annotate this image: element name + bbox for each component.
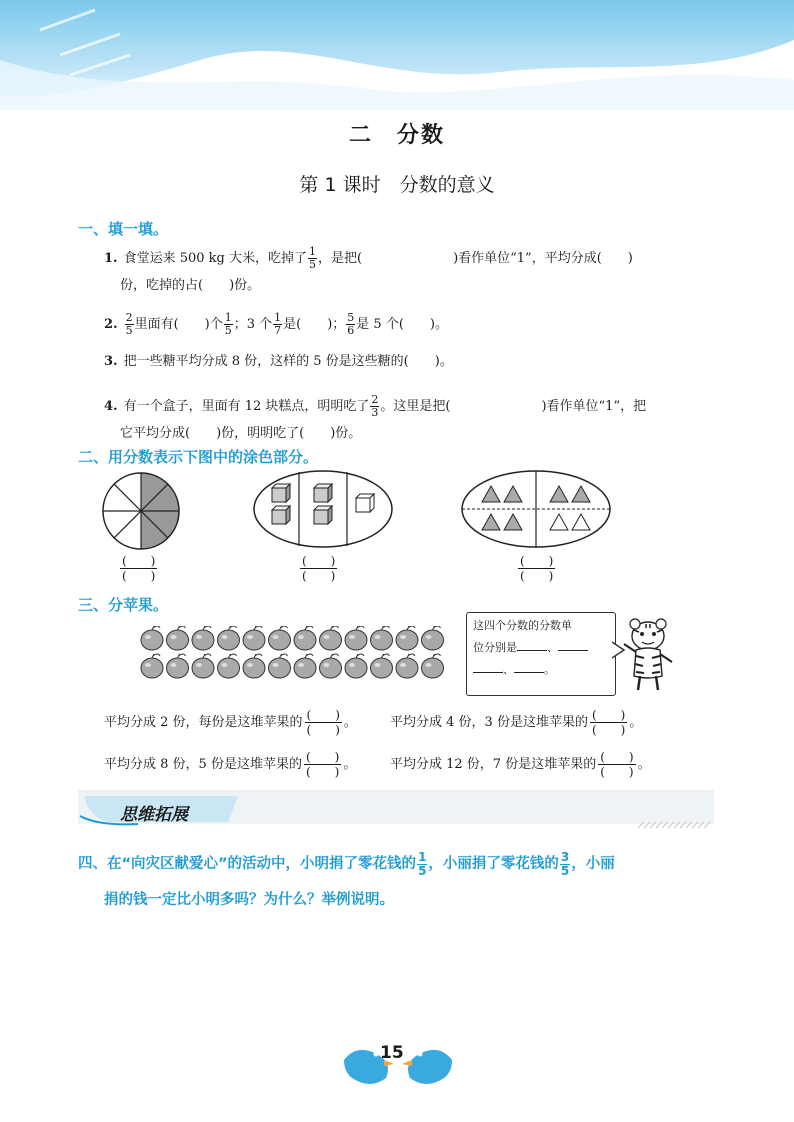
apple-q4-answer[interactable]: $\frac{( )}{( )}$ <box>600 750 634 779</box>
q2-frac3-den: 7 <box>274 324 282 337</box>
apples-figure <box>140 626 450 682</box>
answer-frac-2[interactable] <box>298 554 339 583</box>
section4-question <box>78 846 718 918</box>
q1-text-b: ，是把( )看作单位“1”，平均分成( ) <box>318 251 633 266</box>
apple-icon <box>141 654 163 678</box>
section2-heading: 二、用分数表示下图中的涂色部分。 <box>78 448 319 466</box>
apple-q4-text: 平均分成 12 份，7 份是这堆苹果的 <box>390 757 597 772</box>
apple-q1-answer[interactable]: $\frac{( )}{( )}$ <box>306 708 340 737</box>
apple-q1 <box>104 708 357 737</box>
answer-frac-3[interactable] <box>516 554 557 583</box>
q2-frac4-num: 5 <box>347 311 355 324</box>
section4-frac1 <box>417 851 427 878</box>
apple-icon <box>218 626 240 650</box>
q3-number: 3. <box>104 354 118 369</box>
apple-icon <box>345 626 367 650</box>
q4-frac-den: 3 <box>371 406 379 419</box>
q2-frac4 <box>346 312 355 337</box>
apple-icon <box>167 654 189 678</box>
tiger-mascot-icon <box>620 616 676 692</box>
section4-frac1-num: 1 <box>418 849 427 864</box>
apple-icon <box>141 626 163 650</box>
triangles-oval-figure <box>460 468 612 550</box>
q1-text-a: 食堂运来 500 kg 大米，吃掉了 <box>123 251 307 266</box>
q2-frac3-num: 1 <box>274 311 282 324</box>
section4-frac2 <box>560 851 570 878</box>
apple-icon <box>269 626 291 650</box>
cubes-oval-figure <box>252 468 394 550</box>
blank-bottom: ( ) <box>122 569 156 583</box>
apple-q1-end: 。 <box>343 715 357 730</box>
apple-q4-end: 。 <box>637 757 651 772</box>
apple-q3-answer[interactable]: $\frac{( )}{( )}$ <box>305 750 340 779</box>
apple-icon <box>371 654 393 678</box>
apple-icon <box>396 626 418 650</box>
apple-icon <box>294 654 316 678</box>
apple-icon <box>269 654 291 678</box>
lesson-title: 第 1 课时 分数的意义 <box>299 174 495 196</box>
apple-icon <box>320 626 342 650</box>
apple-icon <box>243 626 265 650</box>
q4-text-b: 。这里是把( )看作单位“1”，把 <box>380 399 647 414</box>
tips-sep: 、 <box>547 641 558 654</box>
q2-text4: 是 5 个( )。 <box>356 317 448 332</box>
q4-text-a: 有一个盒子，里面有 12 块糕点，明明吃了 <box>123 399 370 414</box>
thinking-extension-title: 思维拓展 <box>120 805 188 825</box>
apple-q2 <box>390 708 642 737</box>
q1-line2: 份，吃掉的占( )份。 <box>120 278 261 293</box>
q2-frac1-num: 2 <box>125 311 133 324</box>
q2-frac4-den: 6 <box>347 324 355 337</box>
blank-bottom: ( ) <box>520 569 554 583</box>
section4-text-c: ，小丽 <box>571 856 615 872</box>
apple-icon <box>422 654 444 678</box>
apple-q2-text: 平均分成 4 份，3 份是这堆苹果的 <box>390 715 588 730</box>
apple-icon <box>167 626 189 650</box>
header-wave-decoration <box>0 0 794 110</box>
tips-line3 <box>473 659 609 681</box>
q2-text3: 是( )； <box>283 317 346 332</box>
section1-heading: 一、填一填。 <box>78 220 169 238</box>
apple-icon <box>218 654 240 678</box>
section4-frac2-num: 3 <box>560 849 570 864</box>
apple-icon <box>371 626 393 650</box>
apple-icon <box>294 626 316 650</box>
apple-q4 <box>390 750 651 779</box>
q2-frac2 <box>224 312 233 337</box>
section4-text-b: ，小丽捐了零花钱的 <box>428 856 559 872</box>
q1-number: 1. <box>104 251 118 266</box>
q4-frac-num: 2 <box>371 393 379 406</box>
q4-number: 4. <box>104 399 118 414</box>
apple-q1-text: 平均分成 2 份，每份是这堆苹果的 <box>104 715 303 730</box>
q2-line <box>104 312 448 337</box>
tips-line1: 这四个分数的分数单 <box>473 619 572 632</box>
pie-figure <box>100 470 182 552</box>
tips-line2-label: 位分别是 <box>473 641 517 654</box>
apple-icon <box>320 654 342 678</box>
q2-text2: ；3 个 <box>233 317 273 332</box>
q1-frac-denominator: 5 <box>309 258 316 271</box>
q2-frac3 <box>273 312 282 337</box>
page-number: 15 <box>380 1043 404 1063</box>
section3-heading: 三、分苹果。 <box>78 596 169 614</box>
blank-bottom: ( ) <box>302 569 336 583</box>
q4-fraction <box>370 394 379 419</box>
apple-icon <box>192 654 214 678</box>
section4-text-d: 捐的钱一定比小明多吗？为什么？举例说明。 <box>104 892 394 908</box>
q2-text1: 里面有( )个 <box>134 317 223 332</box>
blank-top: ( ) <box>520 554 554 568</box>
apple-q3 <box>104 750 356 779</box>
q2-frac2-num: 1 <box>224 311 232 324</box>
q1-frac-numerator: 1 <box>309 245 316 258</box>
apple-q2-end: 。 <box>629 715 643 730</box>
blank-top: ( ) <box>122 554 156 568</box>
q4-line2: 它平均分成( )份，明明吃了( )份。 <box>120 426 362 441</box>
tips-line2 <box>473 637 609 659</box>
section4-frac1-den: 5 <box>418 863 427 878</box>
q2-frac1 <box>125 312 134 337</box>
tips-end: 。 <box>544 663 555 676</box>
q2-number: 2. <box>104 317 118 332</box>
section4-text-a: 四、在“向灾区献爱心”的活动中，小明捐了零花钱的 <box>78 856 417 872</box>
apple-icon <box>192 626 214 650</box>
q3-line <box>104 352 453 372</box>
apple-icon <box>422 626 444 650</box>
q1-line1 <box>104 246 633 271</box>
apple-icon <box>243 654 265 678</box>
apple-q2-answer[interactable]: $\frac{( )}{( )}$ <box>591 708 626 737</box>
q4-line1 <box>104 394 646 419</box>
tips-bubble <box>466 612 616 696</box>
q2-frac1-den: 5 <box>125 324 133 337</box>
section4-frac2-den: 5 <box>560 863 570 878</box>
q3-text: 把一些糖平均分成 8 份，这样的 5 份是这些糖的( )。 <box>123 354 453 369</box>
apple-icon <box>345 654 367 678</box>
blank-top: ( ) <box>302 554 336 568</box>
tips-sep: 、 <box>503 663 514 676</box>
apple-q3-text: 平均分成 8 份，5 份是这堆苹果的 <box>104 757 302 772</box>
q1-fraction <box>308 246 317 271</box>
apple-icon <box>396 654 418 678</box>
apple-q3-end: 。 <box>343 757 357 772</box>
page-title: 二 分数 <box>348 123 445 148</box>
q2-frac2-den: 5 <box>224 324 232 337</box>
answer-frac-1[interactable] <box>118 554 159 583</box>
